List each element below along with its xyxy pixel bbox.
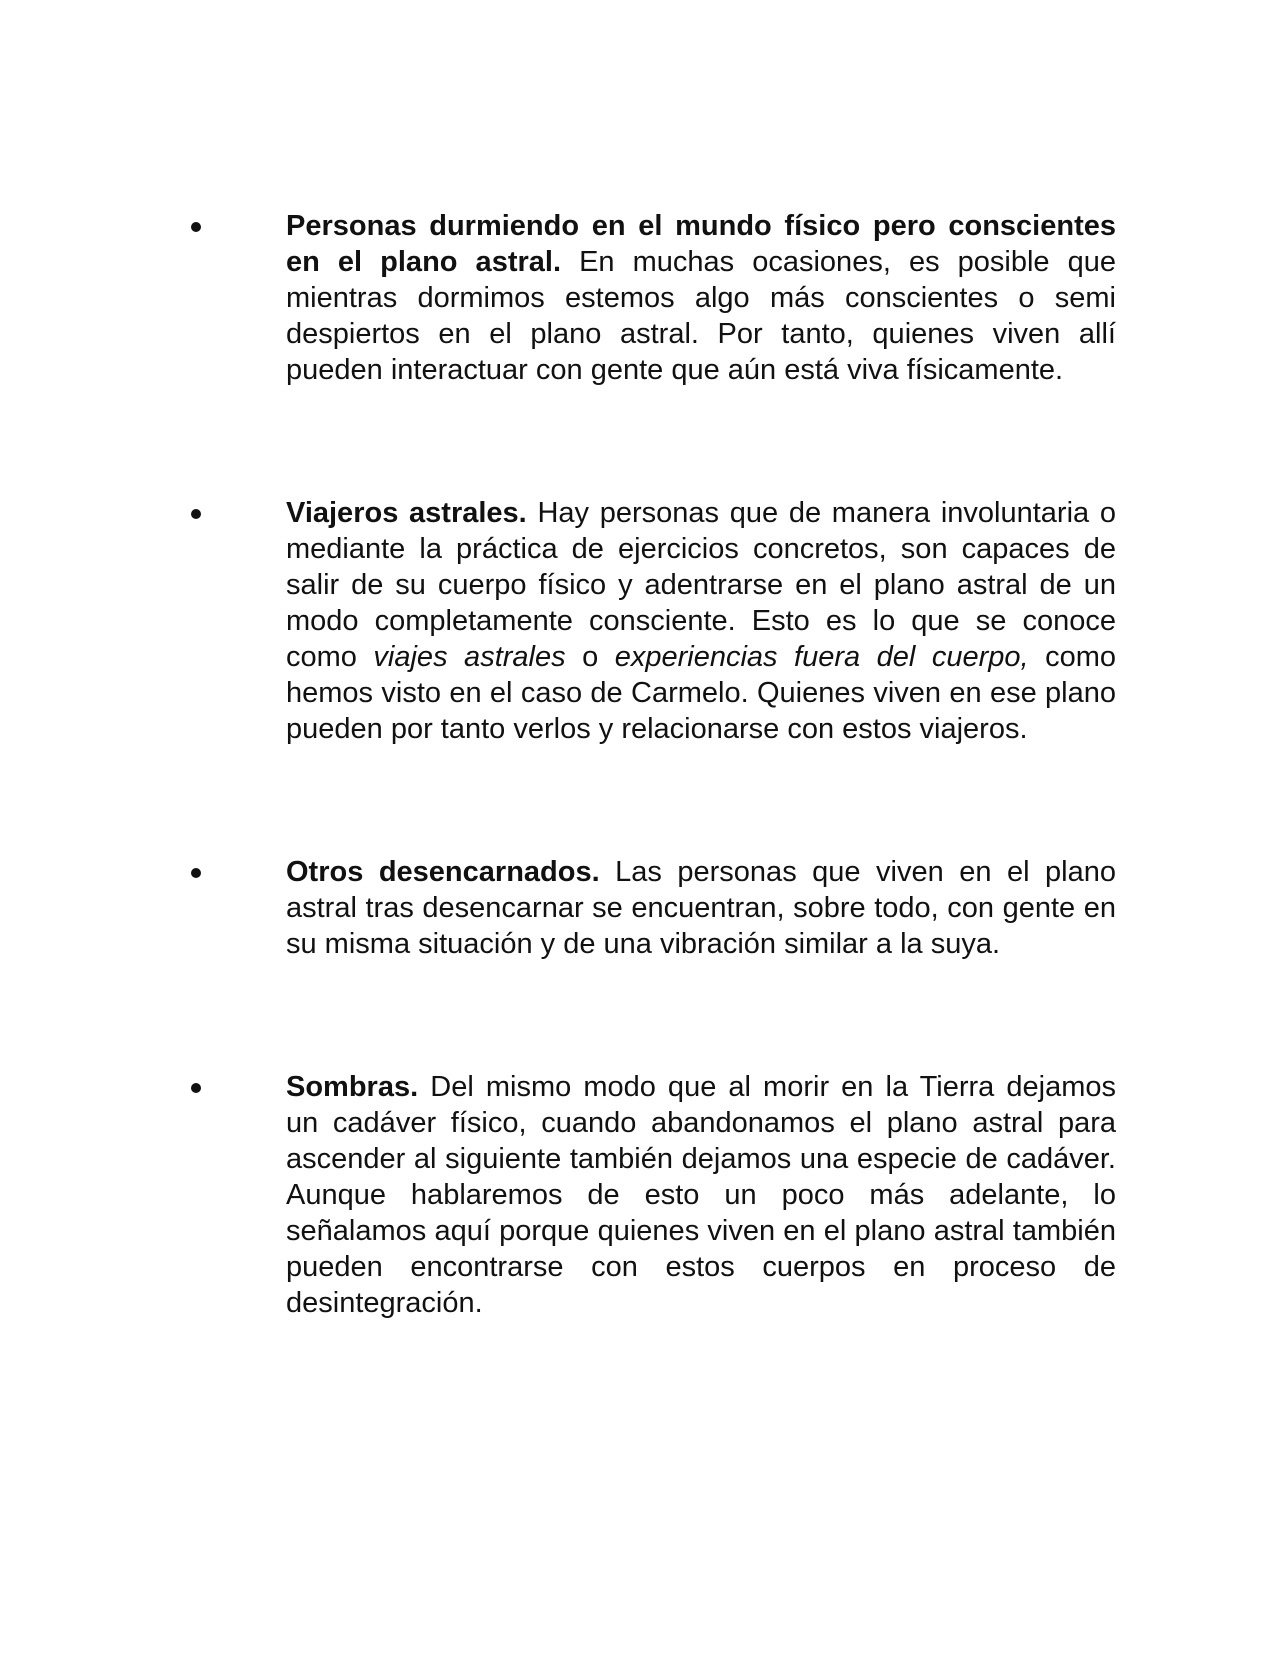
bullet-icon bbox=[191, 1083, 201, 1093]
list-item-heading: Viajeros astrales. bbox=[286, 497, 527, 529]
list-item-heading: Personas durmiendo en el mundo físico pero conscientes en el plano astral. bbox=[286, 210, 1116, 278]
list-item-text bbox=[286, 854, 1116, 962]
bullet-icon bbox=[191, 868, 201, 878]
list-item-text bbox=[286, 1069, 1116, 1321]
bullet-icon bbox=[191, 509, 201, 519]
list-item-heading: Sombras. bbox=[286, 1071, 419, 1103]
list-item-heading: Otros desencarnados. bbox=[286, 856, 600, 888]
list-item bbox=[0, 495, 1280, 747]
list-item-body: o bbox=[565, 641, 615, 673]
list-item-emphasis: experiencias fuera del cuerpo, bbox=[614, 641, 1029, 673]
list-item-text bbox=[286, 495, 1116, 747]
list-item-body: como hemos visto en el caso de Carmelo. Quienes viven en ese plano pueden por tanto verlos y relacionarse con estos viajeros. bbox=[286, 641, 1116, 745]
list-item-body: En muchas ocasiones, es posible que mientras dormimos estemos algo más conscientes o semi despiertos en el plano astral. Por tanto, quienes viven allí pueden interactuar con gente que aún está viva físicamente. bbox=[286, 246, 1116, 386]
list-item-body: Hay personas que de manera involuntaria o mediante la práctica de ejercicios concretos, son capaces de salir de su cuerpo físico y adentrarse en el plano astral de un modo completamente consciente. Esto es lo que se conoce como bbox=[286, 497, 1116, 673]
list-item-emphasis: viajes astrales bbox=[373, 641, 566, 673]
list-item-body: Del mismo modo que al morir en la Tierra dejamos un cadáver físico, cuando abandonamos el plano astral para ascender al siguiente también dejamos una especie de cadáver. Aunque hablaremos de esto un poco más adelante, lo señalamos aquí porque quienes viven en el plano astral también pueden encontrarse con estos cuerpos en proceso de desintegración. bbox=[286, 1071, 1116, 1319]
list-item-body: Las personas que viven en el plano astral tras desencarnar se encuentran, sobre todo, con gente en su misma situación y de una vibración similar a la suya. bbox=[286, 856, 1117, 960]
list-item bbox=[0, 1069, 1280, 1321]
bullet-icon bbox=[191, 222, 201, 232]
bullet-list bbox=[0, 208, 1280, 1428]
list-item bbox=[0, 208, 1280, 388]
list-item bbox=[0, 854, 1280, 962]
list-item-text bbox=[286, 208, 1116, 388]
